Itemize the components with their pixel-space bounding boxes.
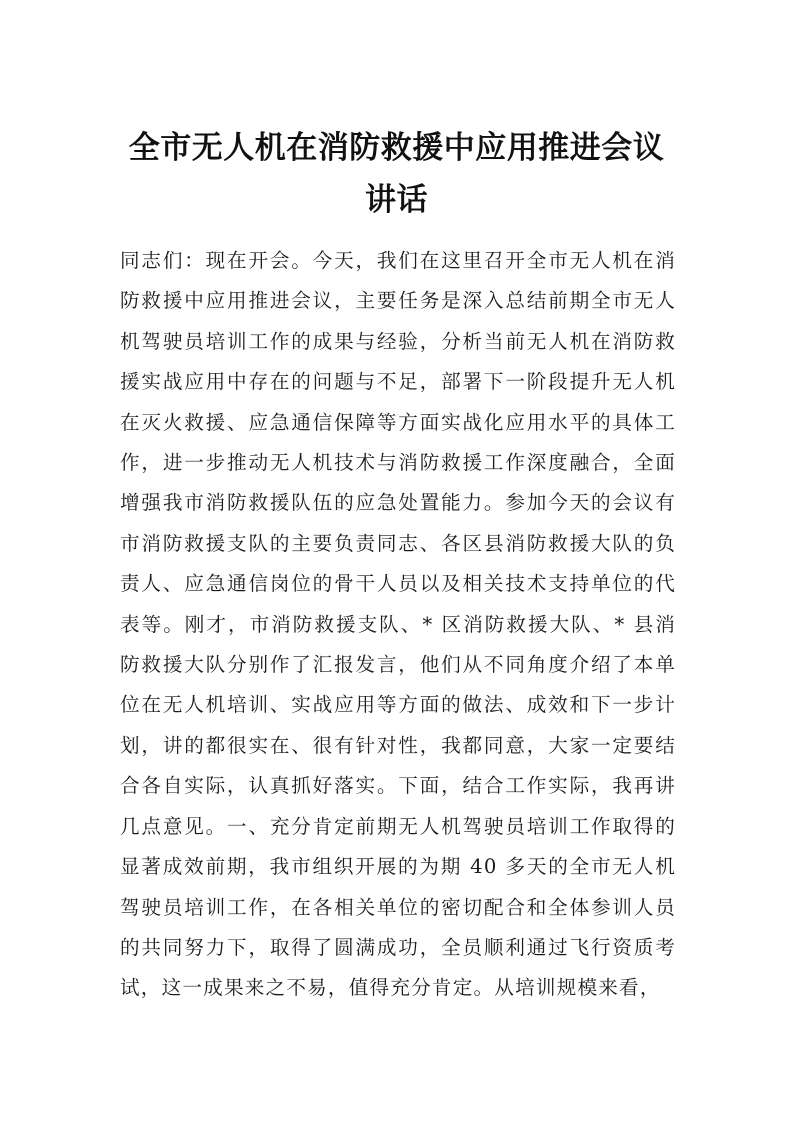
document-title: 全市无人机在消防救援中应用推进会议讲话 — [128, 130, 665, 218]
speech-body-paragraph: 同志们：现在开会。今天，我们在这里召开全市无人机在消防救援中应用推进会议，主要任务是深入总结前期全市无人机驾驶员培训工作的成果与经验，分析当前无人机在消防救援实战应用中存在的问题与不足，部署下一阶段提升无人机在灭火救援、应急通信保障等方面实战化应用水平的具体工作，进一步推动无人机技术与消防救援工作深度融合，全面增强我市消防救援队伍的应急处置能力。参加今天的会议有市消防救援支队的主要负责同志、各区县消防救援大队的负责人、应急通信岗位的骨干人员以及相关技术支持单位的代表等。刚才，市消防救援支队、* 区消防救援大队、* 县消防救援大队分别作了汇报发言，他们从不同角度介绍了本单位在无人机培训、实战应用等方面的做法、成效和下一步计划，讲的都很实在、很有针对性，我都同意，大家一定要结合各自实际，认真抓好落实。下面，结合工作实际，我再讲几点意见。一、充分肯定前期无人机驾驶员培训工作取得的显著成效前期，我市组织开展的为期 40 多天的全市无人机驾驶员培训工作，在各相关单位的密切配合和全体参训人员的共同努力下，取得了圆满成功，全员顺利通过飞行资质考试，这一成果来之不易，值得充分肯定。从培训规模来看， — [120, 249, 676, 1000]
